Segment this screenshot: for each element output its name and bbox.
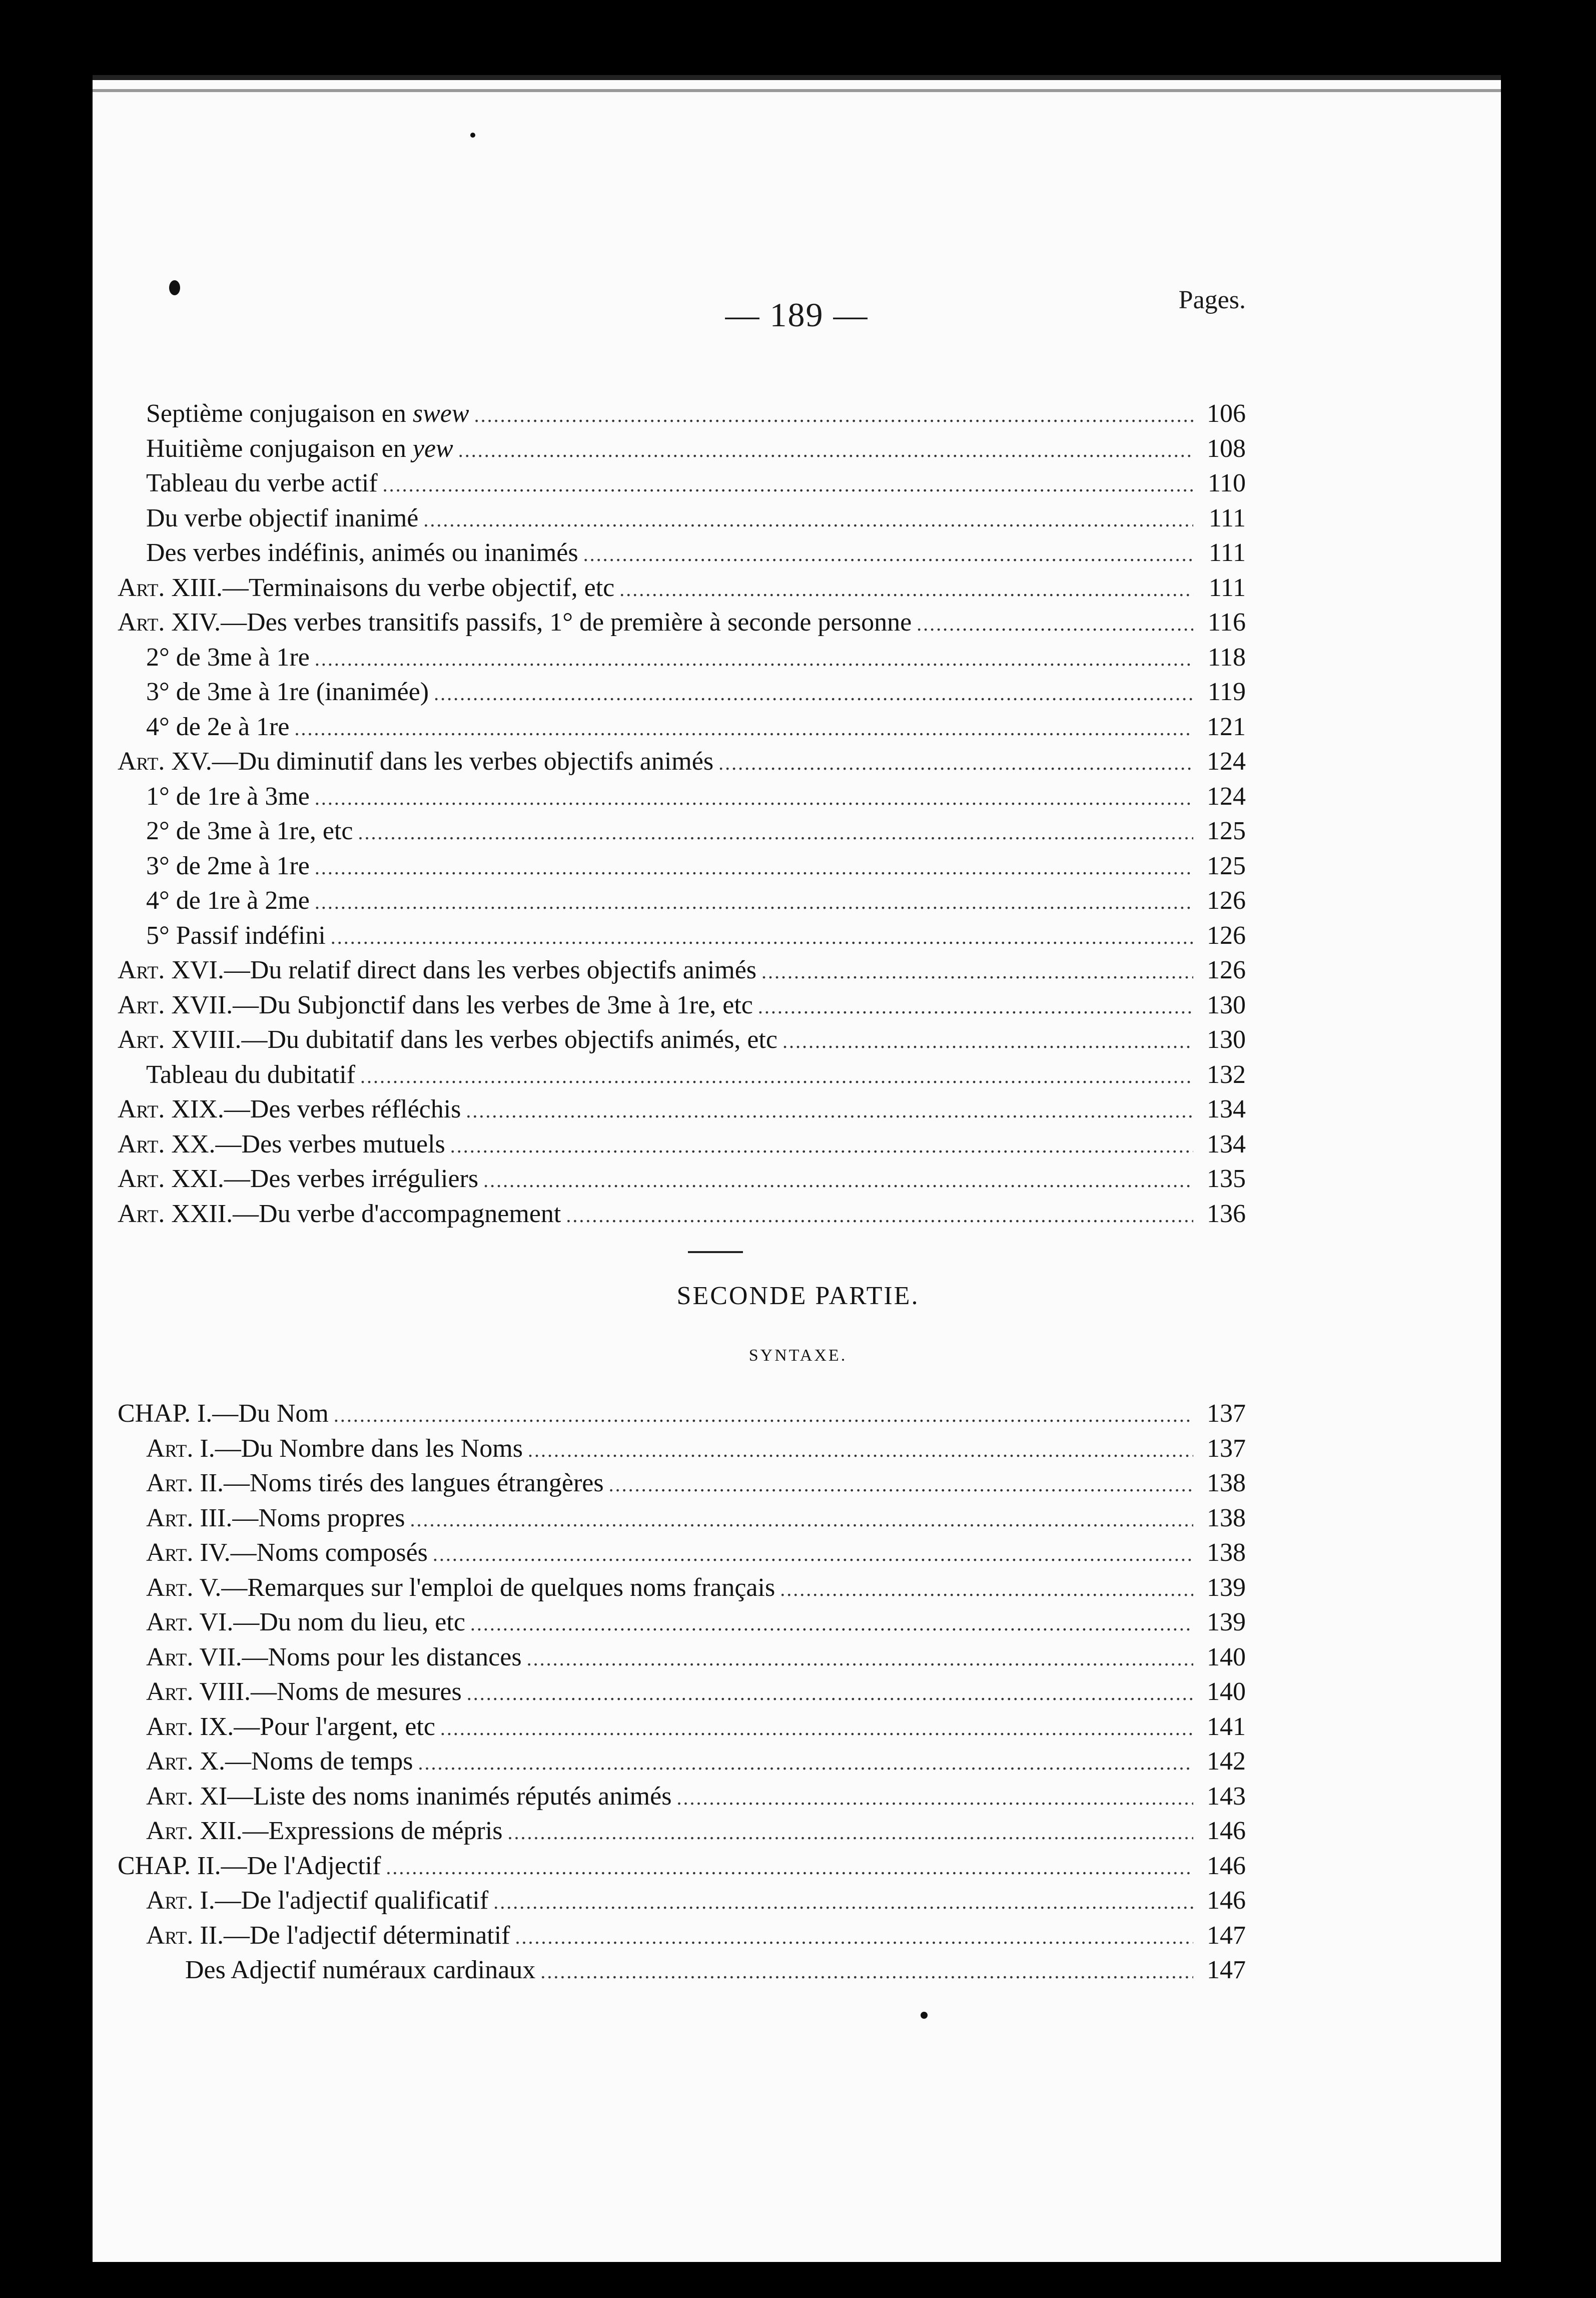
toc-entry bbox=[118, 953, 1246, 988]
dot-leader bbox=[450, 1128, 1193, 1164]
toc-entry-title bbox=[146, 918, 326, 953]
page-top-rule bbox=[93, 89, 1501, 92]
dot-leader bbox=[527, 1641, 1193, 1676]
toc-entry-page: 108 bbox=[1207, 434, 1246, 463]
toc-entry-title bbox=[146, 1883, 488, 1918]
toc-entry-title bbox=[146, 640, 310, 675]
dot-leader bbox=[458, 433, 1193, 468]
entry-text: VI.—Du nom du lieu, etc bbox=[193, 1608, 465, 1636]
article-prefix: Art. bbox=[146, 1434, 194, 1463]
scan-speck bbox=[169, 280, 180, 295]
toc-entry-title bbox=[146, 535, 578, 570]
entry-text: Tableau du verbe actif bbox=[146, 469, 378, 497]
toc-entry-title bbox=[118, 1022, 777, 1057]
dot-leader bbox=[360, 1059, 1193, 1094]
toc-entry bbox=[118, 1814, 1246, 1849]
toc-entry-title bbox=[146, 1501, 405, 1536]
dot-leader bbox=[540, 1954, 1193, 1989]
toc-entry bbox=[118, 570, 1246, 606]
toc-entry-title bbox=[118, 1849, 381, 1884]
toc-entry-title bbox=[185, 1953, 535, 1988]
dot-leader bbox=[515, 1920, 1194, 1955]
toc-entry-title bbox=[146, 710, 289, 745]
toc-entry-page: 138 bbox=[1207, 1538, 1246, 1567]
toc-entry bbox=[118, 1674, 1246, 1709]
dot-leader bbox=[434, 676, 1193, 711]
toc-entry-title bbox=[146, 1779, 671, 1814]
toc-entry-page: 106 bbox=[1207, 399, 1246, 428]
toc-entry-title bbox=[146, 675, 429, 710]
toc-entry bbox=[118, 466, 1246, 501]
toc-entry-page: 111 bbox=[1208, 573, 1246, 602]
toc-entry-title bbox=[118, 1197, 561, 1232]
toc-entry-page: 135 bbox=[1207, 1165, 1246, 1193]
toc-entry-title bbox=[118, 1127, 445, 1162]
scan-speck bbox=[470, 133, 475, 138]
entry-text: 3° de 2me à 1re bbox=[146, 851, 310, 880]
article-prefix: Art. bbox=[118, 990, 165, 1019]
toc-entry bbox=[118, 1744, 1246, 1779]
toc-entry-title bbox=[146, 466, 378, 501]
entry-text: XI—Liste des noms inanimés réputés animés bbox=[193, 1782, 672, 1811]
toc-entry-title bbox=[118, 570, 614, 606]
toc-entry bbox=[118, 605, 1246, 640]
toc-entry bbox=[118, 849, 1246, 884]
page-number: — 189 — bbox=[725, 296, 869, 334]
toc-entry-title bbox=[146, 883, 310, 918]
toc-entry-title bbox=[146, 779, 310, 814]
dot-leader bbox=[331, 920, 1193, 955]
entry-text: III.—Noms propres bbox=[193, 1503, 405, 1532]
dot-leader bbox=[358, 815, 1194, 850]
toc-entry bbox=[118, 431, 1246, 466]
entry-text: XVIII.—Du dubitatif dans les verbes objectifs animés, etc bbox=[165, 1025, 777, 1054]
toc-entry-title bbox=[146, 1466, 604, 1501]
toc-entry-page: 119 bbox=[1207, 678, 1246, 706]
article-prefix: Art. bbox=[146, 1573, 194, 1602]
entry-text: VIII.—Noms de mesures bbox=[193, 1677, 462, 1706]
article-prefix: Art. bbox=[146, 1921, 194, 1950]
entry-text: V.—Remarques sur l'emploi de quelques noms français bbox=[193, 1573, 775, 1602]
article-prefix: Art. bbox=[118, 1129, 165, 1159]
toc-entry-page: 118 bbox=[1207, 643, 1246, 672]
article-prefix: Art. bbox=[118, 1025, 165, 1054]
toc-entry-page: 111 bbox=[1208, 503, 1246, 532]
toc-entry-page: 138 bbox=[1207, 1469, 1246, 1497]
entry-text: 2° de 3me à 1re bbox=[146, 643, 310, 672]
toc-entry bbox=[118, 710, 1246, 745]
article-prefix: Art. bbox=[118, 608, 165, 637]
toc-entry-page: 125 bbox=[1207, 851, 1246, 880]
dot-leader bbox=[315, 850, 1193, 885]
dot-leader bbox=[508, 1815, 1193, 1850]
toc-entry-page: 138 bbox=[1207, 1503, 1246, 1532]
toc-entry bbox=[118, 1197, 1246, 1232]
toc-entry-title bbox=[118, 605, 912, 640]
toc-entry-title bbox=[146, 1744, 413, 1779]
dot-leader bbox=[917, 607, 1193, 642]
toc-entry-page: 126 bbox=[1207, 956, 1246, 984]
scan-speck bbox=[921, 2012, 928, 2019]
toc-entry-page: 126 bbox=[1207, 921, 1246, 950]
entry-text: XIV.—Des verbes transitifs passifs, 1° de première à seconde personne bbox=[165, 608, 912, 637]
dot-leader bbox=[758, 989, 1193, 1024]
toc-entry-title bbox=[146, 1057, 355, 1092]
toc-entry-title bbox=[146, 501, 418, 536]
article-prefix: Art. bbox=[146, 1677, 194, 1706]
toc-entry-title bbox=[118, 1396, 329, 1431]
dot-leader bbox=[383, 467, 1193, 502]
entry-text: VII.—Noms pour les distances bbox=[193, 1642, 522, 1671]
toc-entry bbox=[118, 988, 1246, 1023]
entry-text: XIX.—Des verbes réfléchis bbox=[165, 1095, 461, 1123]
toc-entry bbox=[118, 1709, 1246, 1745]
dot-leader bbox=[433, 1537, 1193, 1572]
toc-entry-title bbox=[146, 431, 453, 466]
entry-text: Huitième conjugaison en bbox=[146, 434, 413, 463]
article-prefix: Art. bbox=[118, 1165, 165, 1193]
toc-entry-title bbox=[146, 1814, 503, 1849]
toc-entry-page: 146 bbox=[1207, 1851, 1246, 1880]
pages-column-label: Pages. bbox=[1178, 286, 1246, 314]
dot-leader bbox=[619, 572, 1193, 607]
dot-leader bbox=[334, 1398, 1193, 1433]
entry-text: XVII.—Du Subjonctif dans les verbes de 3me à 1re, etc bbox=[165, 990, 753, 1019]
dot-leader bbox=[410, 1502, 1193, 1537]
toc-entry-title bbox=[146, 396, 469, 431]
section-divider bbox=[688, 1251, 743, 1253]
toc-entry bbox=[118, 1849, 1246, 1884]
article-prefix: Art. bbox=[146, 1747, 194, 1776]
toc-entry-title bbox=[146, 1535, 428, 1570]
toc-entry-title bbox=[146, 1674, 462, 1709]
dot-leader bbox=[315, 781, 1193, 816]
toc-entry-page: 146 bbox=[1207, 1817, 1246, 1845]
article-prefix: Art. bbox=[118, 1199, 165, 1228]
toc-entry-page: 121 bbox=[1207, 712, 1246, 741]
entry-text: XIII.—Terminaisons du verbe objectif, etc bbox=[165, 573, 615, 602]
entry-text: IV.—Noms composés bbox=[193, 1538, 428, 1567]
dot-leader bbox=[566, 1198, 1193, 1233]
toc-entry-title bbox=[146, 1918, 510, 1953]
entry-text: Des Adjectif numéraux cardinaux bbox=[185, 1956, 536, 1984]
toc-entry bbox=[118, 918, 1246, 953]
entry-text: CHAP. II.—De l'Adjectif bbox=[118, 1851, 381, 1880]
toc-entry-title bbox=[146, 1431, 523, 1466]
toc-entry-page: 143 bbox=[1207, 1782, 1246, 1811]
toc-entry-title bbox=[118, 744, 713, 779]
article-prefix: Art. bbox=[118, 747, 165, 776]
entry-text: 2° de 3me à 1re, etc bbox=[146, 817, 353, 845]
entry-text: XXI.—Des verbes irréguliers bbox=[165, 1165, 479, 1193]
toc-entry bbox=[118, 1092, 1246, 1127]
part-subtitle: SYNTAXE. bbox=[748, 1346, 848, 1365]
entry-text: IX.—Pour l'argent, etc bbox=[193, 1712, 435, 1741]
article-prefix: Art. bbox=[146, 1712, 194, 1741]
article-prefix: Art. bbox=[146, 1608, 194, 1636]
toc-entry bbox=[118, 1022, 1246, 1057]
entry-text: Des verbes indéfinis, animés ou inanimés bbox=[146, 538, 578, 567]
dot-leader bbox=[761, 954, 1193, 989]
entry-text: 4° de 1re à 2me bbox=[146, 886, 310, 915]
toc-entry bbox=[118, 1918, 1246, 1953]
toc-entry-page: 134 bbox=[1207, 1095, 1246, 1123]
toc-entry-page: 130 bbox=[1207, 990, 1246, 1019]
article-prefix: Art. bbox=[118, 1095, 165, 1123]
dot-leader bbox=[676, 1781, 1193, 1816]
entry-text: II.—Noms tirés des langues étrangères bbox=[193, 1469, 604, 1497]
toc-entry-page: 130 bbox=[1207, 1025, 1246, 1054]
entry-text: 4° de 2e à 1re bbox=[146, 712, 290, 741]
entry-text: XXII.—Du verbe d'accompagnement bbox=[165, 1199, 561, 1228]
toc-entry-page: 147 bbox=[1207, 1956, 1246, 1984]
part-title: SECONDE PARTIE. bbox=[676, 1282, 920, 1310]
toc-second-section bbox=[118, 1396, 1246, 1988]
toc-entry bbox=[118, 640, 1246, 675]
entry-text: 1° de 1re à 3me bbox=[146, 782, 310, 811]
toc-entry bbox=[118, 1953, 1246, 1988]
toc-entry bbox=[118, 1640, 1246, 1675]
toc-entry-page: 110 bbox=[1207, 469, 1246, 497]
toc-entry-page: 111 bbox=[1208, 538, 1246, 567]
entry-text: 3° de 3me à 1re (inanimée) bbox=[146, 678, 429, 706]
toc-entry-title bbox=[146, 814, 353, 849]
dot-leader bbox=[423, 502, 1193, 537]
toc-entry-page: 134 bbox=[1207, 1129, 1246, 1159]
toc-entry-page: 136 bbox=[1207, 1199, 1246, 1228]
dot-leader bbox=[440, 1711, 1193, 1746]
toc-entry-page: 124 bbox=[1207, 747, 1246, 776]
toc-entry bbox=[118, 501, 1246, 536]
dot-leader bbox=[583, 537, 1193, 572]
toc-entry-page: 137 bbox=[1207, 1434, 1246, 1463]
toc-entry-title bbox=[146, 849, 310, 884]
dot-leader bbox=[418, 1746, 1194, 1781]
toc-entry bbox=[118, 1779, 1246, 1814]
dot-leader bbox=[466, 1093, 1193, 1128]
dot-leader bbox=[315, 885, 1193, 920]
entry-text: I.—De l'adjectif qualificatif bbox=[193, 1886, 489, 1915]
toc-entry-page: 139 bbox=[1207, 1573, 1246, 1602]
dot-leader bbox=[470, 1606, 1193, 1641]
dot-leader bbox=[609, 1467, 1193, 1502]
toc-entry-page: 124 bbox=[1207, 782, 1246, 811]
toc-entry-title bbox=[118, 953, 756, 988]
toc-entry bbox=[118, 1535, 1246, 1570]
dot-leader bbox=[386, 1850, 1193, 1885]
dot-leader bbox=[294, 711, 1193, 746]
toc-entry bbox=[118, 1162, 1246, 1197]
entry-text: Septième conjugaison en bbox=[146, 399, 413, 428]
toc-entry-title bbox=[146, 1605, 465, 1640]
dot-leader bbox=[528, 1433, 1193, 1468]
article-prefix: Art. bbox=[146, 1538, 194, 1567]
toc-entry-title bbox=[146, 1709, 435, 1745]
toc-entry bbox=[118, 1127, 1246, 1162]
dot-leader bbox=[483, 1163, 1193, 1198]
entry-text: Tableau du dubitatif bbox=[146, 1060, 356, 1089]
toc-entry-page: 140 bbox=[1207, 1677, 1246, 1706]
entry-text: XVI.—Du relatif direct dans les verbes objectifs animés bbox=[165, 956, 757, 984]
toc-entry bbox=[118, 814, 1246, 849]
toc-entry-page: 140 bbox=[1207, 1642, 1246, 1671]
toc-entry bbox=[118, 1883, 1246, 1918]
toc-entry bbox=[118, 1501, 1246, 1536]
dot-leader bbox=[315, 642, 1193, 677]
toc-entry-page: 146 bbox=[1207, 1886, 1246, 1915]
toc-entry-title bbox=[146, 1570, 775, 1605]
toc-entry bbox=[118, 779, 1246, 814]
toc-entry bbox=[118, 1396, 1246, 1431]
toc-entry bbox=[118, 1431, 1246, 1466]
toc-entry-page: 126 bbox=[1207, 886, 1246, 915]
article-prefix: Art. bbox=[146, 1886, 194, 1915]
toc-entry bbox=[118, 396, 1246, 431]
entry-text: XII.—Expressions de mépris bbox=[193, 1817, 503, 1845]
toc-entry bbox=[118, 1605, 1246, 1640]
toc-entry-page: 141 bbox=[1207, 1712, 1246, 1741]
toc-first-section bbox=[118, 396, 1246, 1231]
article-prefix: Art. bbox=[118, 573, 165, 602]
dot-leader bbox=[474, 398, 1193, 433]
dot-leader bbox=[718, 746, 1193, 781]
dot-leader bbox=[493, 1885, 1193, 1920]
toc-entry bbox=[118, 1057, 1246, 1092]
toc-entry-page: 125 bbox=[1207, 817, 1246, 845]
entry-text: Du verbe objectif inanimé bbox=[146, 503, 419, 532]
toc-entry bbox=[118, 1466, 1246, 1501]
toc-entry-page: 142 bbox=[1207, 1747, 1246, 1776]
article-prefix: Art. bbox=[146, 1817, 194, 1845]
dot-leader bbox=[782, 1024, 1193, 1059]
entry-text: XV.—Du diminutif dans les verbes objectifs animés bbox=[165, 747, 714, 776]
dot-leader bbox=[780, 1572, 1193, 1607]
toc-entry-page: 116 bbox=[1207, 608, 1246, 637]
toc-entry bbox=[118, 883, 1246, 918]
toc-entry-title bbox=[118, 1162, 478, 1197]
toc-entry bbox=[118, 675, 1246, 710]
entry-text: II.—De l'adjectif déterminatif bbox=[193, 1921, 510, 1950]
article-prefix: Art. bbox=[146, 1503, 194, 1532]
toc-entry bbox=[118, 744, 1246, 779]
toc-entry-title bbox=[146, 1640, 522, 1675]
article-prefix: Art. bbox=[146, 1782, 194, 1811]
toc-entry-page: 139 bbox=[1207, 1608, 1246, 1636]
toc-entry-page: 132 bbox=[1207, 1060, 1246, 1089]
entry-text: XX.—Des verbes mutuels bbox=[165, 1129, 445, 1159]
toc-entry bbox=[118, 1570, 1246, 1605]
entry-italic-word: swew bbox=[412, 399, 469, 428]
toc-entry-title bbox=[118, 1092, 461, 1127]
entry-text: 5° Passif indéfini bbox=[146, 921, 326, 950]
toc-entry-page: 137 bbox=[1207, 1399, 1246, 1428]
entry-text: I.—Du Nombre dans les Noms bbox=[193, 1434, 523, 1463]
toc-entry-title bbox=[118, 988, 753, 1023]
article-prefix: Art. bbox=[146, 1469, 194, 1497]
entry-text: X.—Noms de temps bbox=[193, 1747, 413, 1776]
article-prefix: Art. bbox=[146, 1642, 194, 1671]
toc-entry-page: 147 bbox=[1207, 1921, 1246, 1950]
entry-italic-word: yew bbox=[412, 434, 453, 463]
toc-entry bbox=[118, 535, 1246, 570]
dot-leader bbox=[467, 1676, 1193, 1711]
entry-text: CHAP. I.—Du Nom bbox=[118, 1399, 329, 1428]
article-prefix: Art. bbox=[118, 956, 165, 984]
